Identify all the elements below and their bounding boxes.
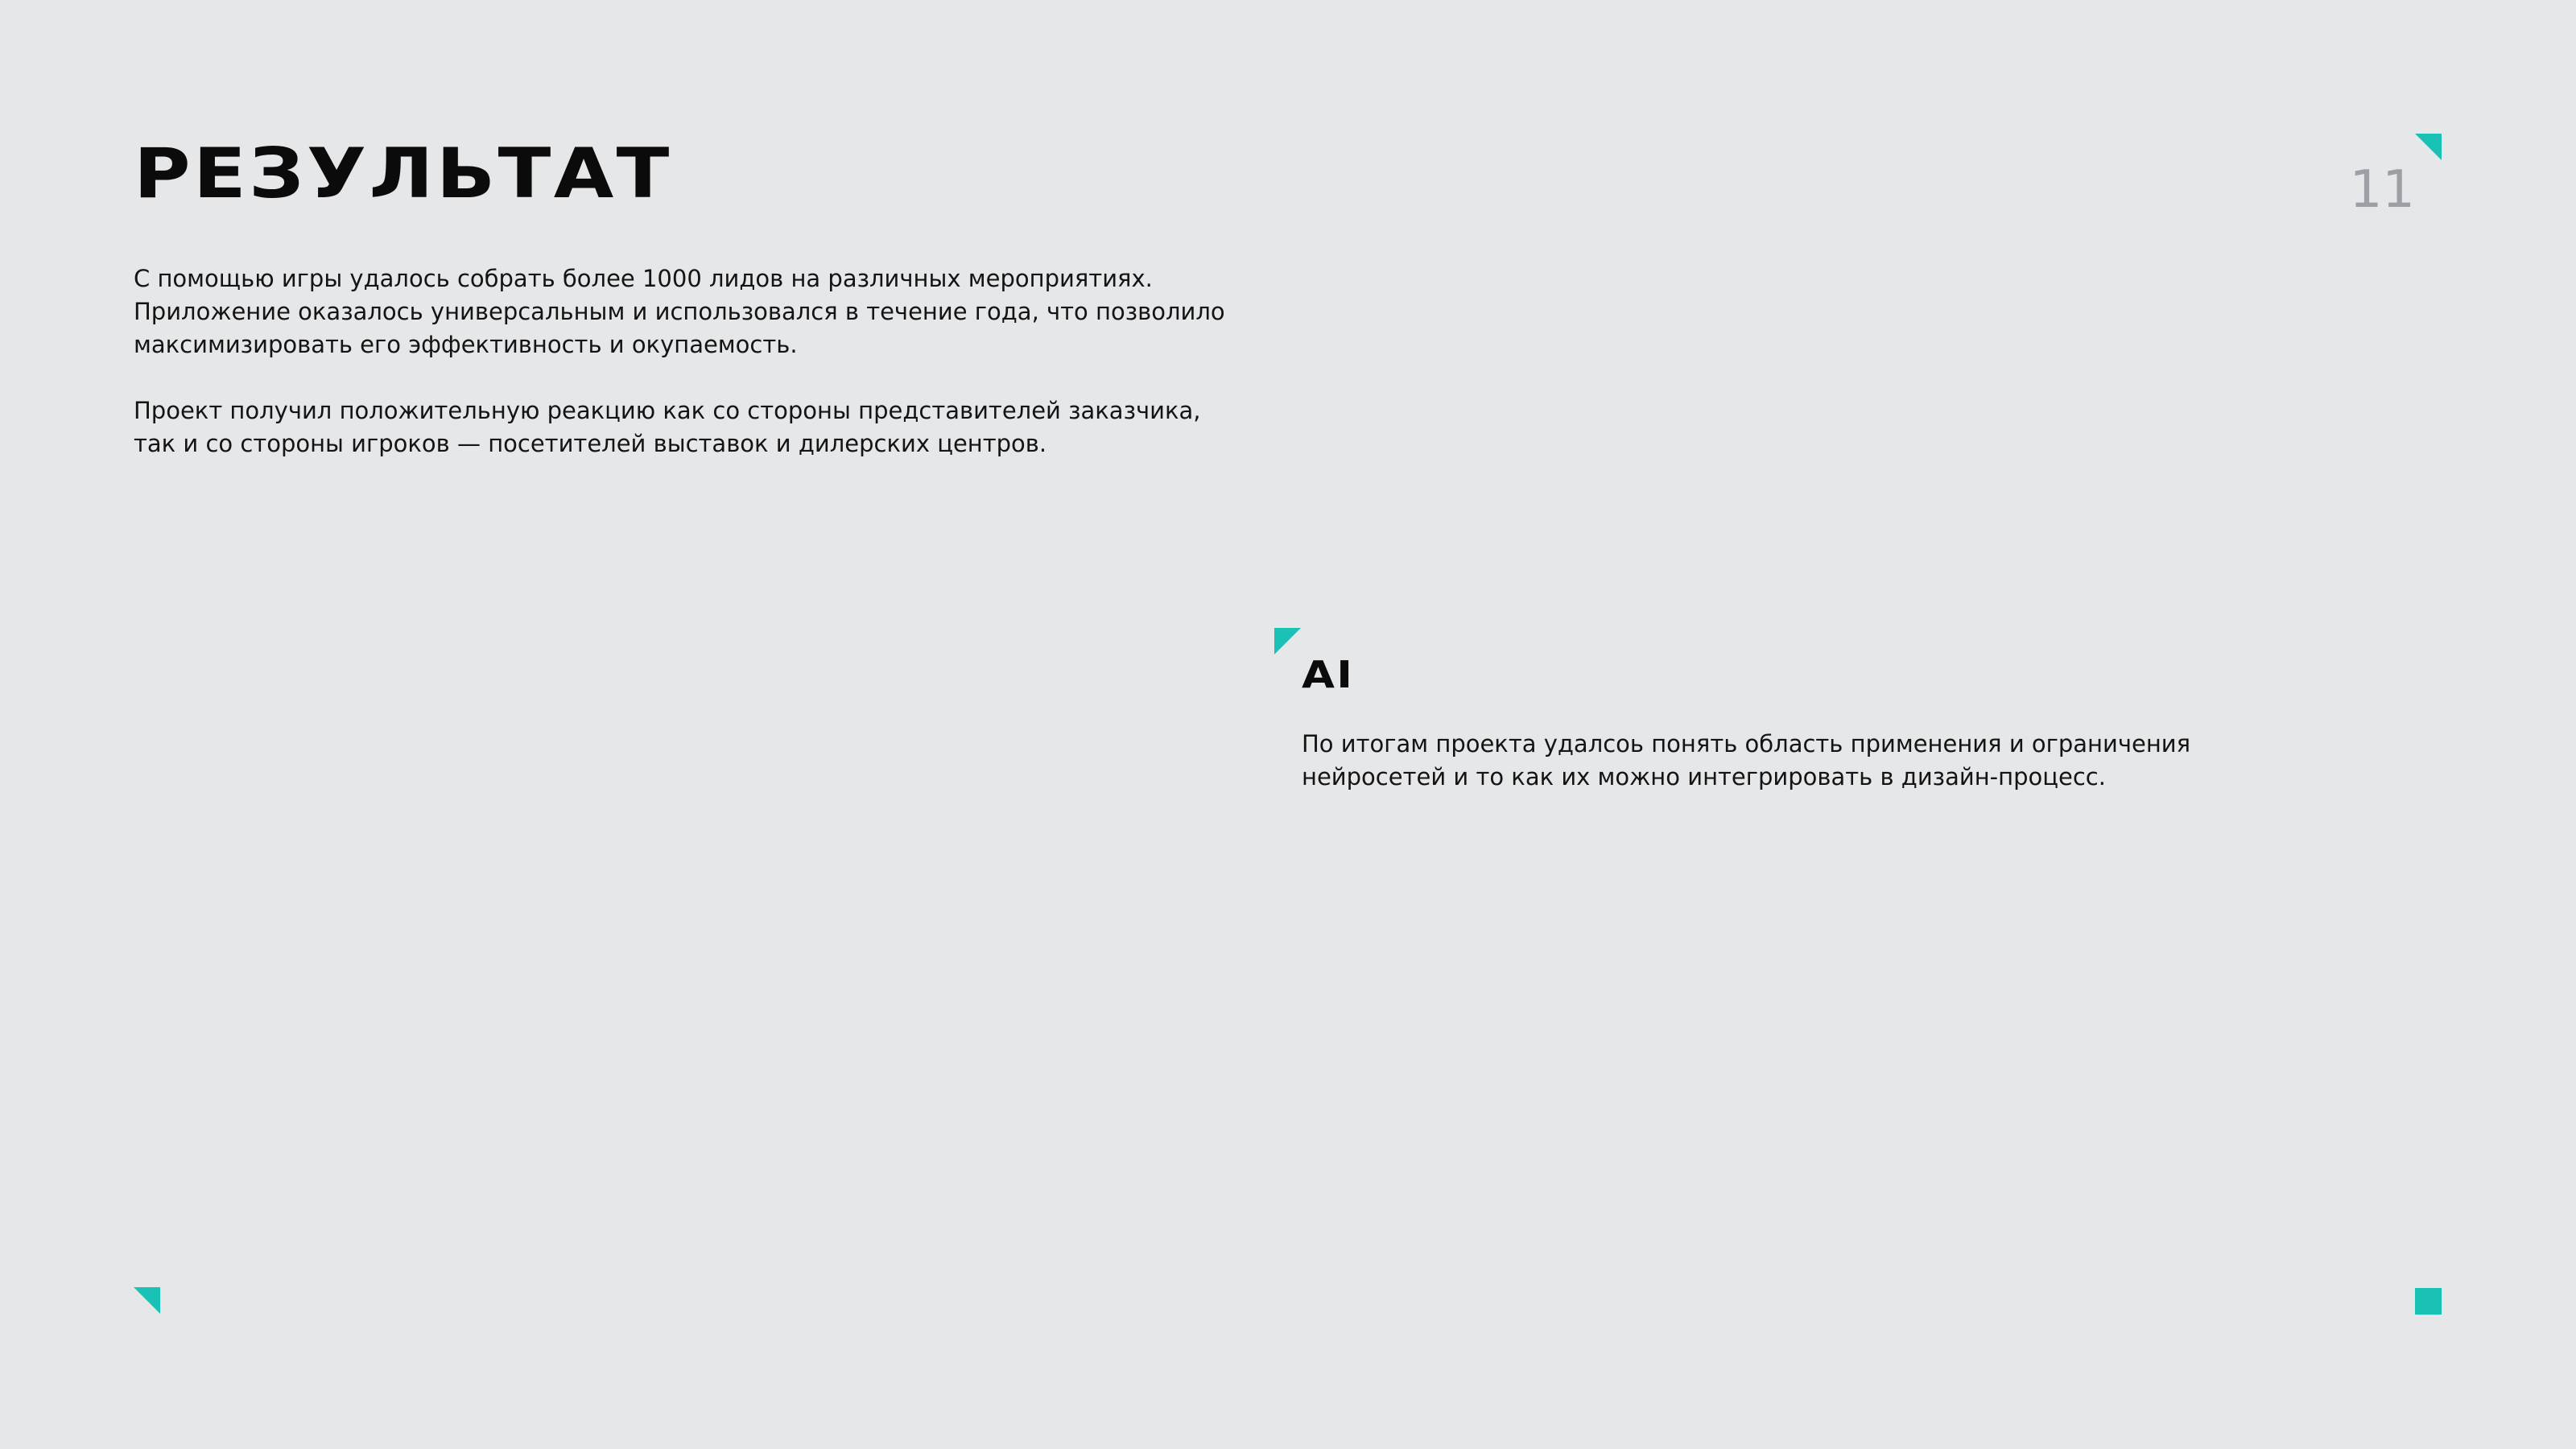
result-paragraph-2: Проект получил положительную реакцию как со стороны представителей заказчика, так и со стороны игроков — посетителей выставок и дилерских центров. bbox=[134, 397, 1201, 457]
ai-section-heading: AI bbox=[1302, 653, 1355, 696]
page-number: 11 bbox=[2349, 160, 2415, 220]
bottom-left-triangle-icon bbox=[134, 1287, 160, 1314]
result-description bbox=[134, 262, 1261, 460]
corner-triangle-icon bbox=[2415, 134, 2442, 160]
page-title: РЕЗУЛЬТАТ bbox=[134, 134, 672, 214]
result-paragraph-1: С помощью игры удалось собрать более 1000 лидов на различных мероприятиях. Приложение оказалось универсальным и использовался в течение года, что позволило максимизировать его эффективность и окупаемость. bbox=[134, 265, 1225, 358]
bottom-right-square-icon bbox=[2415, 1288, 2442, 1315]
section-triangle-icon bbox=[1274, 628, 1301, 654]
ai-section-text: По итогам проекта удалсоь понять область применения и ограничения нейросетей и то как их можно интегрировать в дизайн-процесс. bbox=[1302, 730, 2191, 791]
